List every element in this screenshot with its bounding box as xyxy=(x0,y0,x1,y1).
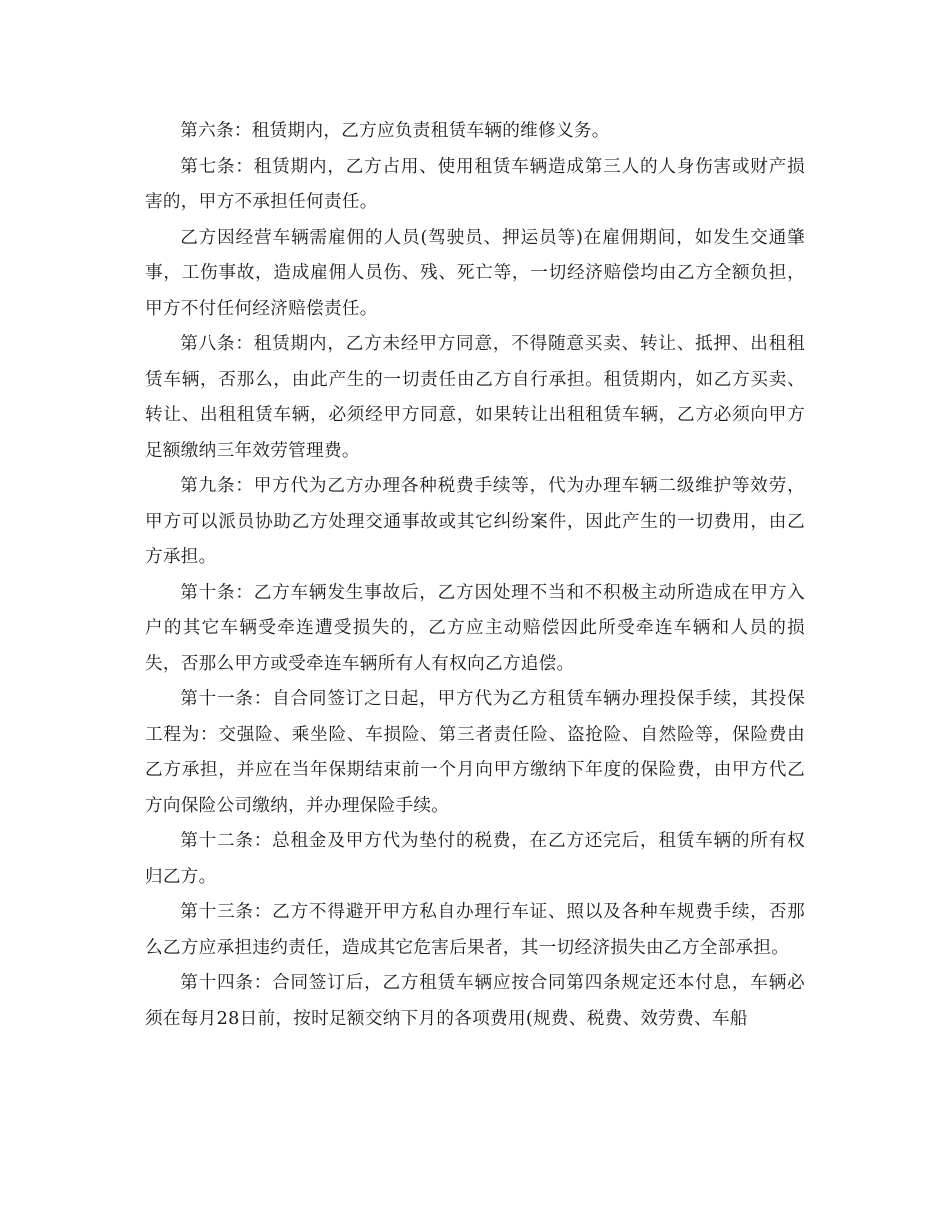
article-14-paragraph: 第十四条：合同签订后，乙方租赁车辆应按合同第四条规定还本付息，车辆必须在每月28日前，按时足额交纳下月的各项费用(规费、税费、效劳费、车船 xyxy=(145,973,805,1029)
article-10-paragraph: 第十条：乙方车辆发生事故后，乙方因处理不当和不积极主动所造成在甲方入户的其它车辆受牵连遭受损失的，乙方应主动赔偿因此所受牵连车辆和人员的损失，否那么甲方或受牵连车辆所有人有权向乙方追偿。 xyxy=(145,582,805,674)
article-6-paragraph: 第六条：租赁期内，乙方应负责租赁车辆的维修义务。 xyxy=(180,121,610,141)
article-12-paragraph: 第十二条：总租金及甲方代为垫付的税费，在乙方还完后，租赁车辆的所有权归乙方。 xyxy=(145,831,805,887)
article-8-paragraph: 第八条：租赁期内，乙方未经甲方同意，不得随意买卖、转让、抵押、出租租赁车辆，否那么，由此产生的一切责任由乙方自行承担。租赁期内，如乙方买卖、转让、出租租赁车辆，必须经甲方同意，如果转让出租租赁车辆，乙方必须向甲方足额缴纳三年效劳管理费。 xyxy=(145,334,805,461)
article-13-paragraph: 第十三条：乙方不得避开甲方私自办理行车证、照以及各种车规费手续，否那么乙方应承担违约责任，造成其它危害后果者，其一切经济损失由乙方全部承担。 xyxy=(145,902,805,958)
article-9-paragraph: 第九条：甲方代为乙方办理各种税费手续等，代为办理车辆二级维护等效劳，甲方可以派员协助乙方处理交通事故或其它纠纷案件，因此产生的一切费用，由乙方承担。 xyxy=(145,476,805,567)
article-11-paragraph: 第十一条：自合同签订之日起，甲方代为乙方租赁车辆办理投保手续，其投保工程为：交强险、乘坐险、车损险、第三者责任险、盗抢险、自然险等，保险费由乙方承担，并应在当年保期结束前一个月向甲方缴纳下年度的保险费，由甲方代乙方向保险公司缴纳，并办理保险手续。 xyxy=(145,689,805,816)
article-7-employee-paragraph: 乙方因经营车辆需雇佣的人员(驾驶员、押运员等)在雇佣期间，如发生交通肇事，工伤事故，造成雇佣人员伤、残、死亡等，一切经济赔偿均由乙方全额负担，甲方不付任何经济赔偿责任。 xyxy=(145,227,805,319)
document-page xyxy=(145,114,805,1037)
article-7-paragraph: 第七条：租赁期内，乙方占用、使用租赁车辆造成第三人的人身伤害或财产损害的，甲方不承担任何责任。 xyxy=(145,156,805,212)
